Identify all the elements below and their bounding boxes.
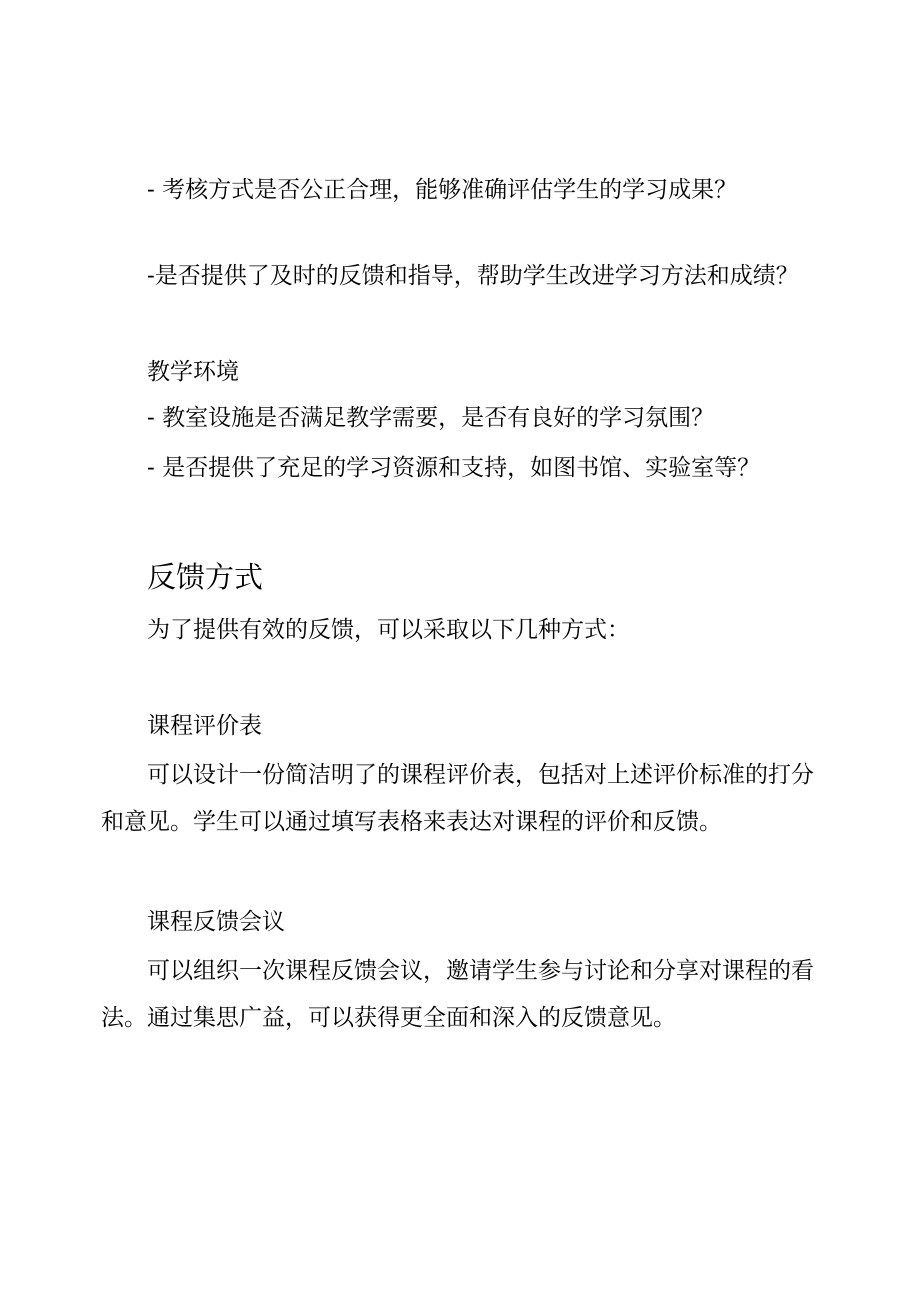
feedback-methods-heading: 反馈方式: [147, 560, 264, 594]
teaching-environment-item-resources: - 是否提供了充足的学习资源和支持，如图书馆、实验室等？: [147, 455, 761, 481]
teaching-environment-heading: 教学环境: [147, 359, 239, 385]
feedback-meeting-paragraph-line-2: 法。通过集思广益，可以获得更全面和深入的反馈意见。: [101, 1005, 676, 1031]
feedback-meeting-heading: 课程反馈会议: [147, 909, 285, 935]
evaluation-form-paragraph-line-1: 可以设计一份简洁明了的课程评价表，包括对上述评价标准的打分: [147, 762, 814, 788]
evaluation-form-heading: 课程评价表: [147, 713, 262, 739]
teaching-environment-item-facilities: - 教室设施是否满足教学需要，是否有良好的学习氛围？: [147, 405, 715, 431]
assessment-item-fairness: - 考核方式是否公正合理，能够准确评估学生的学习成果？: [147, 177, 738, 203]
assessment-item-feedback: -是否提供了及时的反馈和指导，帮助学生改进学习方法和成绩？: [147, 263, 799, 289]
feedback-meeting-paragraph-line-1: 可以组织一次课程反馈会议，邀请学生参与讨论和分享对课程的看: [147, 958, 814, 984]
feedback-methods-intro: 为了提供有效的反馈，可以采取以下几种方式：: [147, 617, 630, 643]
evaluation-form-paragraph-line-2: 和意见。学生可以通过填写表格来表达对课程的评价和反馈。: [101, 809, 722, 835]
